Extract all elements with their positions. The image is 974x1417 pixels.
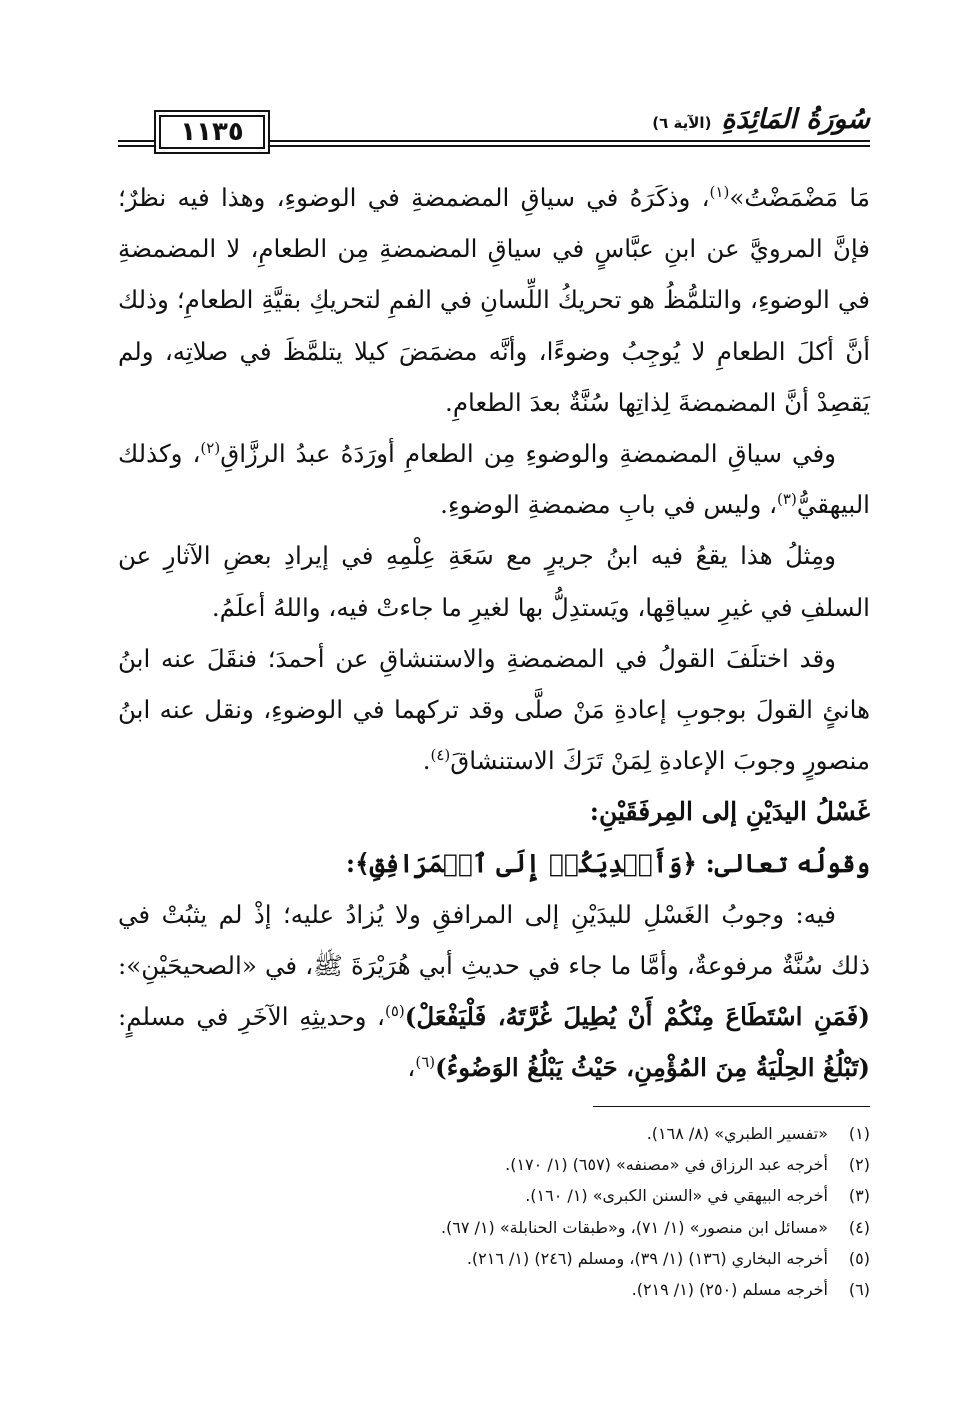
footnote-text: «تفسير الطبري» (٨/ ١٦٨). bbox=[646, 1124, 828, 1143]
footnote-ref: (٦) bbox=[415, 1053, 436, 1072]
paragraph-3: ومِثلُ هذا يقعُ فيه ابنُ جريرٍ مع سَعَةِ عِلْمِهِ في إيرادِ بعضِ الآثارِ عن السلفِ في غيرِ سياقِها، ويَستدِلُّ بها لغيرِ ما جاءتْ فيه، واللهُ أعلَمُ. bbox=[118, 541, 870, 622]
verse-intro: وقولُه تعالى: bbox=[696, 848, 870, 878]
footnote-ref: (٥) bbox=[384, 1002, 405, 1021]
footnote-text: «مسائل ابن منصور» (١/ ٧١)، و«طبقات الحنابلة» (١/ ٦٧). bbox=[440, 1217, 828, 1237]
page-number-frame bbox=[154, 110, 270, 154]
footnote bbox=[118, 1243, 870, 1274]
text-run: : bbox=[345, 848, 356, 878]
footnotes bbox=[118, 1118, 870, 1305]
text-run: ، وذكَرَهُ في سياقِ المضمضةِ في الوضوءِ، وهذا فيه نظرٌ؛ فإنَّ المرويَّ عن ابنِ عبَّاسٍ في سياقِ المضمضةِ مِن الطعامِ، لا المضمضةِ في الوضوءِ، والتلمُّظُ هو تحريكُ اللِّسانِ في الفمِ لتحريكِ بقيَّةِ الطعامِ؛ وذلك أنَّ أكلَ الطعامِ لا يُوجِبُ وضوءًا، وأنَّه مضمَضَ كيلا يتلمَّظَ في صلاتِه، ولم يَقصِدْ أنَّ المضمضةَ لِذاتِها سُنَّةٌ بعدَ الطعامِ. bbox=[118, 183, 870, 417]
footnote-number: (١) bbox=[848, 1124, 870, 1143]
text-run: فيه: وجوبُ الغَسْلِ لليدَيْنِ إلى المرافقِ ولا يُزادُ عليه؛ إذْ لم يثبُتْ في ذلك سُنَّةٌ مرفوعةٌ، وأمَّا ما جاء في حديثِ أبي هُرَيْرَةَ ﷺ، في «الصحيحَيْنِ»: bbox=[118, 899, 870, 981]
paragraph-2 bbox=[118, 428, 870, 530]
footnote bbox=[118, 1274, 870, 1305]
text-run: مَا مَضْمَضْتُ» bbox=[729, 183, 870, 212]
ayah-reference: (الآية ٦) bbox=[652, 114, 712, 132]
text-run: ، وليس في بابِ مضمضةِ الوضوءِ. bbox=[440, 490, 778, 520]
surah-name: سُورَةُ المَائِدَةِ bbox=[721, 104, 870, 135]
paragraph-5 bbox=[118, 889, 870, 1094]
footnote-separator bbox=[593, 1106, 870, 1107]
footnote-ref: (٤) bbox=[430, 746, 451, 765]
verse-quote: ﴿وَأَيۡدِيَكُمۡ إِلَى ٱلۡمَرَافِقِ﴾ bbox=[355, 848, 697, 878]
text-run: ، وكذلك البيهقيُّ bbox=[118, 439, 870, 520]
footnote-text: أخرجه البيهقي في «السنن الكبرى» (١/ ١٦٠). bbox=[525, 1186, 828, 1206]
footnote-ref: (١) bbox=[709, 182, 730, 201]
hadith-quote: (تَبْلُغُ الحِلْيَةُ مِنَ المُؤْمِنِ، حَيْثُ يَبْلُغُ الوَضُوءُ) bbox=[435, 1053, 870, 1083]
text-run: ، وحديثِهِ الآخَرِ في مسلمٍ: bbox=[118, 1002, 385, 1032]
paragraph-1 bbox=[118, 172, 870, 428]
footnote bbox=[118, 1212, 870, 1243]
footnote-ref: (٣) bbox=[777, 490, 797, 509]
hadith-quote: (فَمَنِ اسْتَطَاعَ مِنْكُمْ أَنْ يُطِيلَ غُرَّتَهُ، فَلْيَفْعَلْ) bbox=[404, 1002, 870, 1032]
footnote-ref: (٢) bbox=[200, 438, 221, 457]
running-header bbox=[118, 100, 870, 162]
footnote bbox=[118, 1180, 870, 1211]
footnote-text: أخرجه عبد الرزاق في «مصنفه» (٦٥٧) (١/ ١٧٠). bbox=[505, 1155, 828, 1175]
footnote bbox=[118, 1149, 870, 1180]
surah-title bbox=[642, 104, 870, 135]
text-run: ، bbox=[407, 1053, 416, 1083]
footnote-number: (٢) bbox=[848, 1155, 870, 1175]
verse-heading bbox=[118, 838, 870, 889]
footnote-text: أخرجه البخاري (١٣٦) (١/ ٣٩)، ومسلم (٢٤٦) (١/ ٢١٦). bbox=[466, 1248, 828, 1268]
footnote-number: (٤) bbox=[848, 1217, 870, 1237]
page-number: ١١٣٥ bbox=[159, 115, 265, 149]
footnote-number: (٣) bbox=[848, 1186, 870, 1206]
main-text bbox=[118, 172, 870, 1094]
text-run: . bbox=[422, 746, 431, 776]
footnote-number: (٦) bbox=[848, 1280, 870, 1300]
footnote-number: (٥) bbox=[848, 1248, 870, 1268]
section-heading: غَسْلُ اليدَيْنِ إلى المِرفَقَيْنِ: bbox=[589, 797, 870, 827]
footnote-text: أخرجه مسلم (٢٥٠) (١/ ٢١٩). bbox=[631, 1280, 828, 1300]
text-run: وفي سياقِ المضمضةِ والوضوءِ مِن الطعامِ أورَدَهُ عبدُ الرزَّاقِ bbox=[220, 439, 836, 469]
paragraph-4 bbox=[118, 633, 870, 787]
text-run: وقد اختلَفَ القولُ في المضمضةِ والاستنشاقِ عن أحمدَ؛ فنقَلَ عنه ابنُ هانئٍ القولَ بوجوبِ إعادةِ مَنْ صلَّى وقد تركهما في الوضوءِ، ونقل عنه ابنُ منصورٍ وجوبَ الإعادةِ لِمَنْ تَرَكَ الاستنشاقَ bbox=[118, 643, 870, 776]
footnote bbox=[118, 1118, 870, 1149]
